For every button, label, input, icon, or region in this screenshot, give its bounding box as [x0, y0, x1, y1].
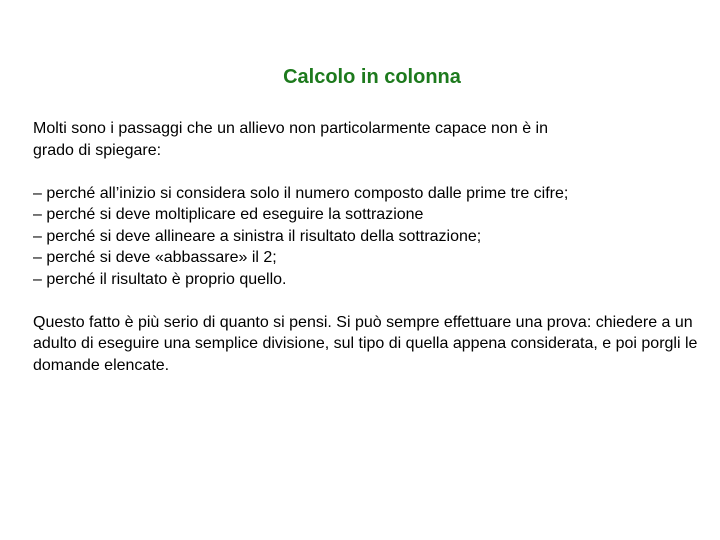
slide-title: Calcolo in colonna [283, 66, 461, 88]
conclusion-paragraph: Questo fatto è più serio di quanto si pensi. Si può sempre effettuare una prova: chiedere a un adulto di eseguire una semplice divisione, sul tipo di quella appena considerata, e poi porgli le domande elencate. [33, 313, 698, 374]
list-item: – perché si deve moltiplicare ed eseguire la sottrazione [33, 206, 424, 223]
list-item: – perché si deve «abbassare» il 2; [33, 249, 277, 266]
list-item: – perché si deve allineare a sinistra il risultato della sottrazione; [33, 227, 482, 245]
intro-line-2: grado di spiegare: [33, 141, 162, 159]
list-item: – perché il risultato è proprio quello. [33, 270, 287, 288]
intro-line-1: Molti sono i passaggi che un allievo non particolarmente capace non è in [33, 120, 548, 137]
list-item: – perché all’inizio si considera solo il numero composto dalle prime tre cifre; [33, 184, 569, 202]
spacer [33, 290, 703, 312]
intro-paragraph [33, 118, 703, 161]
spacer [33, 161, 703, 183]
slide-body [33, 118, 703, 376]
reasons-list [33, 183, 703, 291]
